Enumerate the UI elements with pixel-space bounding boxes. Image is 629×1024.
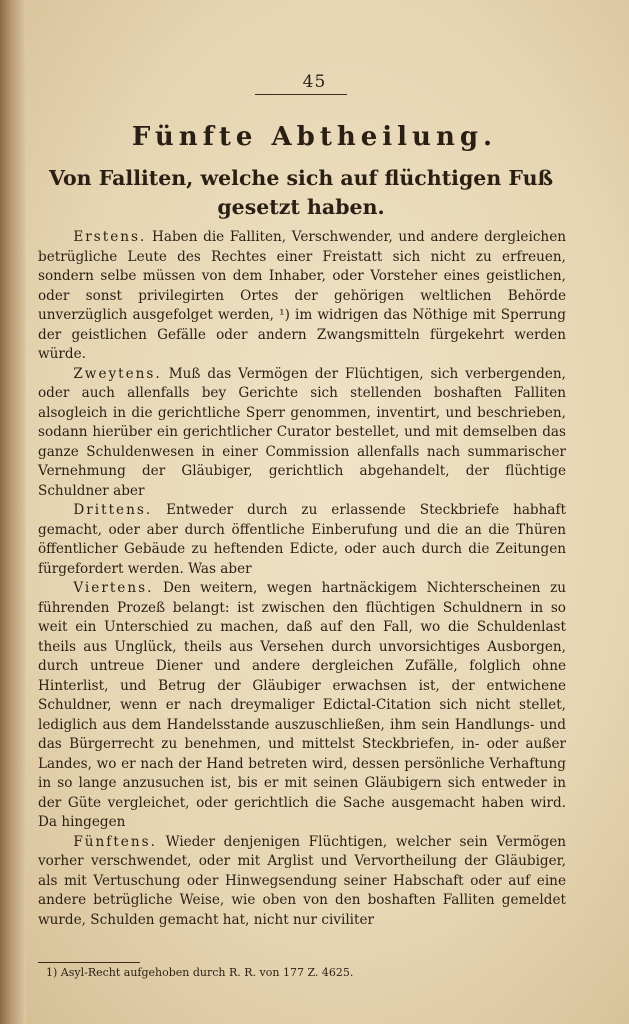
paragraph-text: Entweder durch zu erlassende Steckbriefe habhaft gemacht, oder aber durch öffentliche Einberufung und die an die Thüren öffentlicher Gebäude zu heftenden Edicte, oder auch durch die Zeitungen fürgefordert werden. Was aber xyxy=(38,502,566,577)
section-subtitle: Von Falliten, welche sich auf flüchtigen Fuß gesetzt haben. xyxy=(48,166,554,219)
paragraph-lead: Erstens. xyxy=(73,229,147,245)
paragraph-lead: Fünftens. xyxy=(73,833,157,850)
paragraph-zweytens xyxy=(38,365,566,502)
footnote-rule xyxy=(38,962,140,963)
page-number: 45 xyxy=(302,72,327,92)
section-title: Fünfte Abtheilung. xyxy=(131,122,498,152)
footnote: 1) Asyl-Recht aufgehoben durch R. R. von 177 Z. 4625. xyxy=(46,966,354,979)
paragraph-viertens xyxy=(38,579,566,833)
paragraph-text: Muß das Vermögen der Flüchtigen, sich verbergenden, oder auch allenfalls bey Gerichte sich stellenden boshaften Falliten alsogleich in die gerichtliche Sperr genommen, inventirt, und beschrieben, sodann hierüber ein gerichtlicher Curator bestellet, und mit demselben das ganze Schuldenwesen in einer Commission allenfalls nach summarischer Vernehmung der Gläubiger, gerichtlich abgehandelt, der flüchtige Schuldner aber xyxy=(38,365,566,499)
paragraph-text: Haben die Falliten, Verschwender, und andere dergleichen betrügliche Leute des Rechtes einer Freistatt sich nicht zu erfreuen, sondern selbe müssen von dem Inhaber, oder Vorsteher eines geistlichen, oder sonst privilegirten Ortes der gehörigen weltlichen Behörde unverzüglich ausgefolget werden, ¹) im widrigen das Nöthige mit Sperrung der geistlichen Gefälle oder andern Zwangsmitteln fürgekehrt werden würde. xyxy=(38,229,566,362)
body-text xyxy=(38,228,566,930)
paragraph-text: Den weitern, wegen hartnäckigem Nichterscheinen zu führenden Prozeß belangt: ist zwischen den flüchtigen Schuldnern in so weit ein Unterschied zu machen, daß auf den Fall, wo die Schuldenlast theils aus Unglück, theils aus Versehen durch unvorsichtiges Ausborgen, durch untreue Diener und andere dergleichen Zufälle, folglich ohne Hinterlist, und Betrug der Gläubiger erwachsen ist, der entwichene Schuldner, wenn er nach dreymaliger Edictal-Citation sich nicht stellet, lediglich aus dem Handelsstande auszuschließen, ihm sein Handlungs- und das Bürgerrecht zu benehmen, und mittelst Steckbriefen, in- oder außer Landes, wo er nach der Hand betreten wird, dessen persönliche Verhaftung in so lange anzusuchen ist, bis er mit seinen Gläubigern sich entweder in der Güte vergleichet, oder gerichtlich die Sache ausgemacht haben wird. Da hingegen xyxy=(38,580,566,830)
page-gutter xyxy=(0,0,26,1024)
paragraph-lead: Zweytens. xyxy=(73,365,162,382)
paragraph-erstens xyxy=(38,228,566,365)
header-rule xyxy=(255,94,347,95)
paragraph-lead: Drittens. xyxy=(73,502,153,518)
paragraph-lead: Viertens. xyxy=(73,580,154,596)
paragraph-drittens xyxy=(38,501,566,579)
paragraph-text: Wieder denjenigen Flüchtigen, welcher sein Vermögen vorher verschwendet, oder mit Arglist und Vervortheilung der Gläubiger, als mit Vertuschung oder Hinwegsendung seiner Habschaft oder auf eine andere betrügliche Weise, wie oben von den boshaften Falliten gemeldet wurde, Schulden gemacht hat, nicht nur civiliter xyxy=(38,833,566,928)
paragraph-fuenftens xyxy=(38,833,566,931)
